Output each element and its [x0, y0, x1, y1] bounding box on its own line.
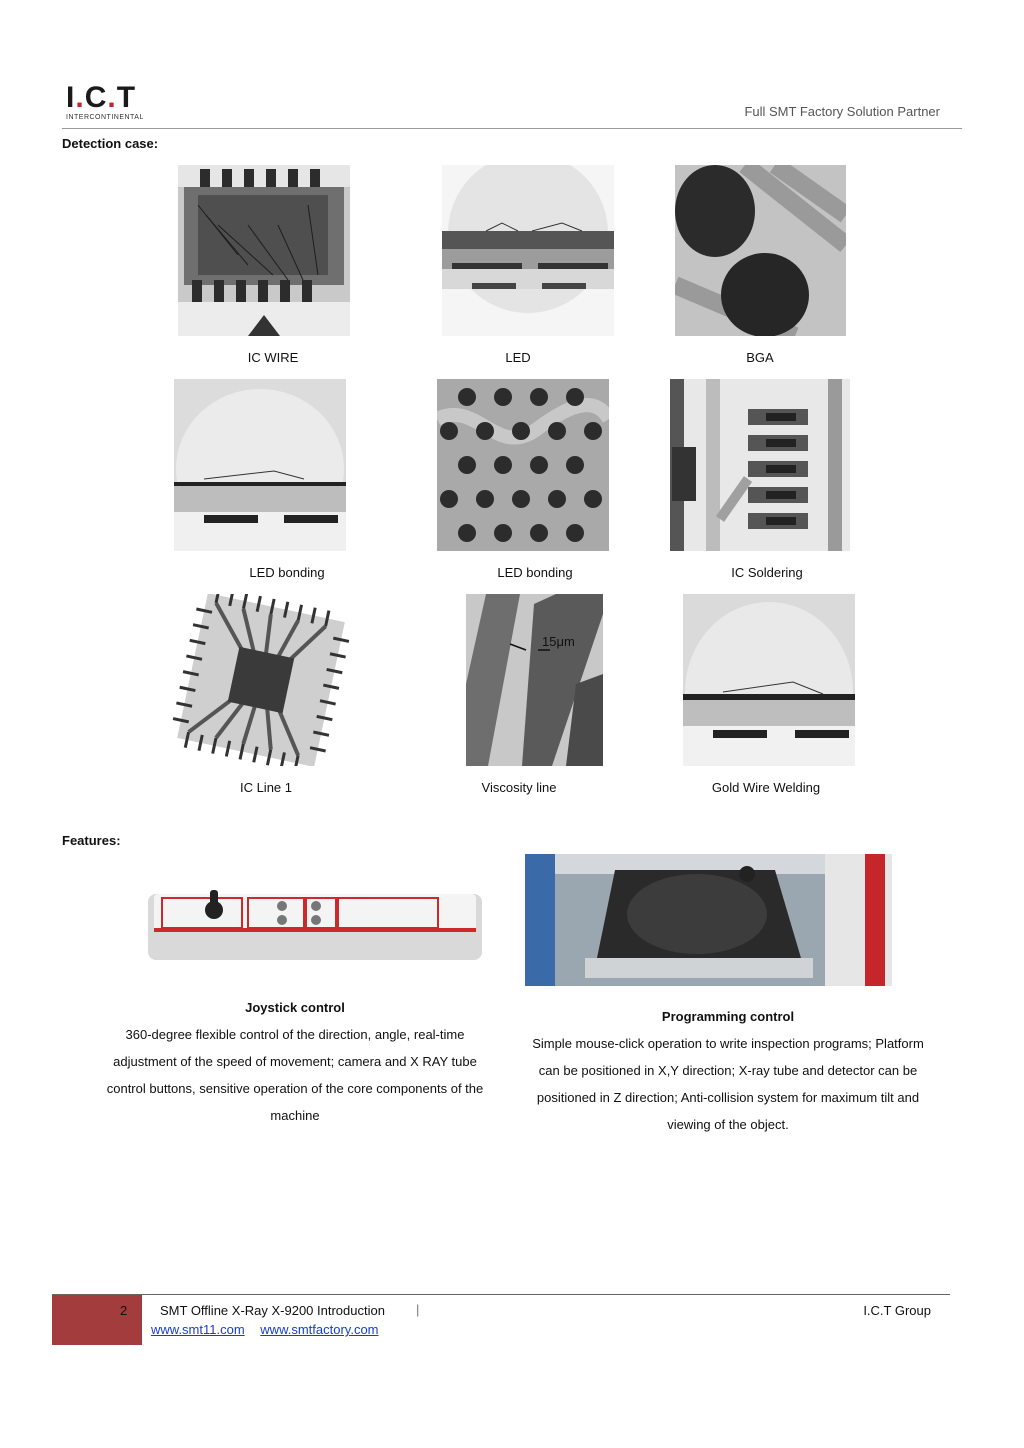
- gold-wire-welding-xray-image: [683, 594, 855, 766]
- footer-link-smtfactory[interactable]: www.smtfactory.com: [260, 1322, 379, 1337]
- logo-mark: I.C.T: [66, 81, 137, 114]
- caption-led: LED: [505, 350, 531, 365]
- caption-viscosity-line: Viscosity line: [481, 780, 557, 795]
- joystick-control-panel-image: [148, 880, 482, 965]
- ic-soldering-xray-image: [670, 379, 850, 551]
- header-divider: [62, 128, 962, 129]
- page-number: 2: [120, 1303, 128, 1318]
- led-bonding-xray-image-2: [437, 379, 609, 551]
- footer-link-smt11[interactable]: www.smt11.com: [151, 1322, 245, 1337]
- caption-gold-wire-welding: Gold Wire Welding: [711, 780, 821, 795]
- ict-logo: [66, 81, 156, 124]
- programming-control-title: Programming control: [661, 1009, 795, 1024]
- header-tagline: Full SMT Factory Solution Partner: [744, 104, 940, 119]
- ic-wire-xray-image: [178, 165, 350, 336]
- measurement-label: 15μm: [542, 634, 575, 649]
- programming-control-stage-image: [525, 854, 892, 986]
- caption-led-bonding-2: LED bonding: [497, 565, 573, 580]
- caption-ic-line-1: IC Line 1: [239, 780, 293, 795]
- caption-bga: BGA: [746, 350, 774, 365]
- footer-links: [151, 1322, 391, 1337]
- joystick-control-description: 360-degree flexible control of the direction, angle, real-time adjustment of the speed of movement; camera and X RAY tube control buttons, sensitive operation of the core components of the machine: [106, 1027, 484, 1123]
- footer-accent-block: [52, 1295, 142, 1345]
- footer-separator: |: [416, 1302, 420, 1317]
- programming-control-description: Simple mouse-click operation to write inspection programs; Platform can be positioned in X,Y direction; X-ray tube and detector can be positioned in Z direction; Anti-collision system for maximum tilt and viewing of the object.: [532, 1036, 924, 1132]
- viscosity-line-xray-image: [466, 594, 603, 766]
- ic-line-xray-image: [171, 594, 351, 766]
- detection-case-heading: Detection case:: [62, 136, 159, 151]
- bga-xray-image: [675, 165, 846, 336]
- led-xray-image: [442, 165, 614, 336]
- caption-ic-wire: IC WIRE: [247, 350, 299, 365]
- logo-subtitle: INTERCONTINENTAL: [66, 114, 144, 121]
- footer-divider: [52, 1294, 950, 1295]
- footer-document-title: SMT Offline X-Ray X-9200 Introduction: [160, 1303, 385, 1318]
- joystick-control-title: Joystick control: [245, 1000, 345, 1015]
- caption-ic-soldering: IC Soldering: [731, 565, 803, 580]
- caption-led-bonding-1: LED bonding: [249, 565, 325, 580]
- features-heading: Features:: [62, 833, 121, 848]
- led-bonding-xray-image-1: [174, 379, 346, 551]
- footer-group-name: I.C.T Group: [863, 1303, 931, 1318]
